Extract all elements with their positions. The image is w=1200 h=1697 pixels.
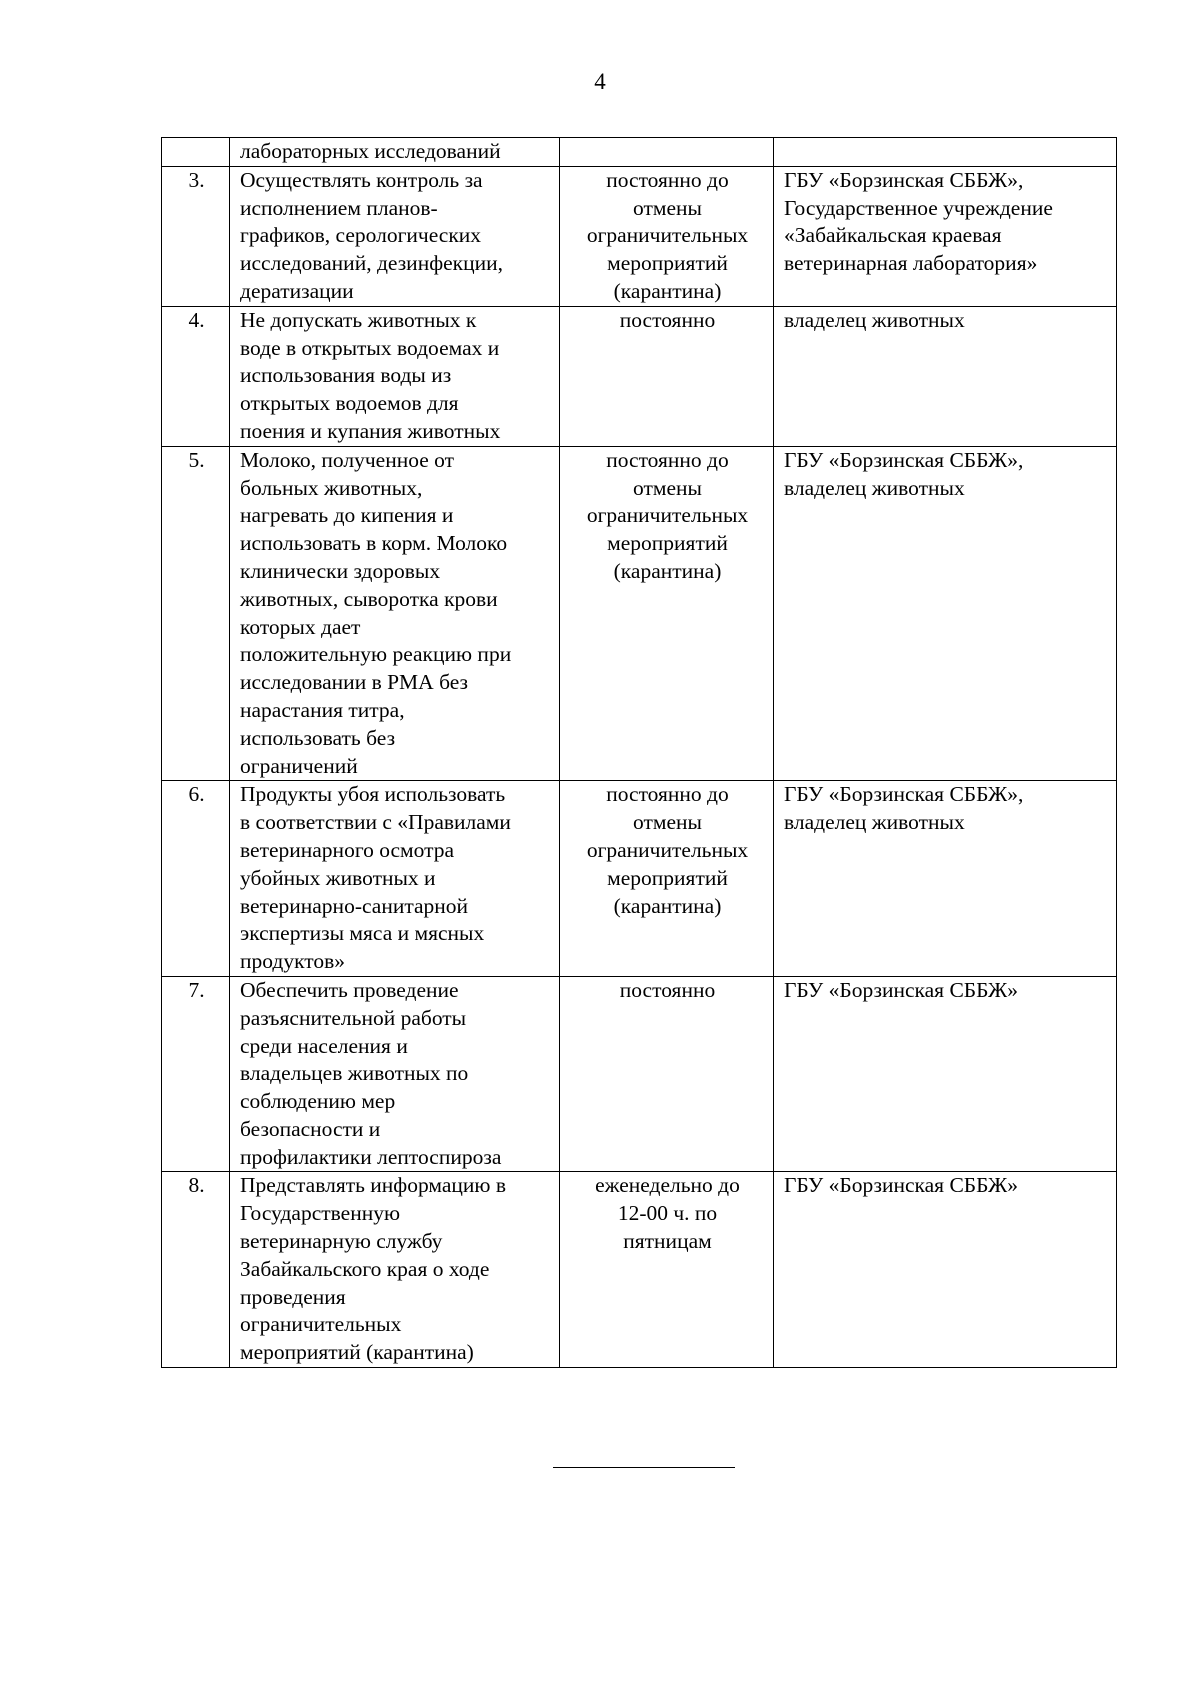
- measure-cell: [230, 976, 560, 1172]
- measure-text: Осуществлять контроль за исполнением планов- графиков, серологических исследований, дезинфекции, дератизации: [240, 167, 504, 303]
- term-cell: [560, 976, 774, 1172]
- measure-text: Представлять информацию в Государственную ветеринарную службу Забайкальского края о ходе проведения ограничительных мероприятий (карантина): [240, 1173, 506, 1365]
- term-text: постоянно до отмены ограничительных мероприятий (карантина): [586, 782, 749, 918]
- measure-cell: [230, 1172, 560, 1368]
- term-text: постоянно: [619, 307, 716, 332]
- table-row: [162, 781, 1117, 977]
- term-cell: [560, 166, 774, 306]
- row-number-cell: 3.: [162, 166, 230, 306]
- row-number-cell: 5.: [162, 446, 230, 781]
- responsible-cell: [774, 781, 1117, 977]
- term-text: постоянно до отмены ограничительных мероприятий (карантина): [586, 167, 749, 303]
- term-cell: [560, 1172, 774, 1368]
- responsible-cell: [774, 138, 1117, 167]
- row-number-cell: 6.: [162, 781, 230, 977]
- table-row: [162, 976, 1117, 1172]
- row-number-cell: [162, 138, 230, 167]
- measure-cell: [230, 306, 560, 446]
- term-text: постоянно: [619, 977, 716, 1002]
- measure-text: Молоко, полученное от больных животных, нагревать до кипения и использовать в корм. Молоко клинически здоровых животных, сыворотка крови которых дает положительную реакцию при исследовании в РМА без нарастания титра, использовать без ограничений: [240, 447, 512, 778]
- responsible-cell: [774, 166, 1117, 306]
- term-cell: [560, 446, 774, 781]
- measure-cell: [230, 446, 560, 781]
- responsible-text: ГБУ «Борзинская СББЖ», владелец животных: [784, 782, 1024, 835]
- responsible-text: ГБУ «Борзинская СББЖ», Государственное учреждение «Забайкальская краевая ветеринарная лаборатория»: [784, 167, 1053, 276]
- table-row: [162, 166, 1117, 306]
- measures-table: [161, 137, 1117, 1368]
- row-number-cell: 8.: [162, 1172, 230, 1368]
- table-row: [162, 306, 1117, 446]
- page-number: 4: [594, 69, 606, 94]
- term-text: еженедельно до 12-00 ч. по пятницам: [595, 1173, 740, 1254]
- term-cell: [560, 138, 774, 167]
- measure-text: Не допускать животных к воде в открытых водоемах и использования воды из открытых водоемов для поения и купания животных: [240, 307, 501, 443]
- measure-cell: [230, 781, 560, 977]
- measure-text: лабораторных исследований: [240, 139, 501, 163]
- table-row: [162, 138, 1117, 167]
- table-row: [162, 1172, 1117, 1368]
- measure-cell: [230, 138, 560, 167]
- term-text: постоянно до отмены ограничительных мероприятий (карантина): [586, 447, 749, 583]
- responsible-cell: [774, 1172, 1117, 1368]
- responsible-text: ГБУ «Борзинская СББЖ», владелец животных: [784, 447, 1024, 500]
- footer-rule: [553, 1467, 735, 1468]
- responsible-cell: [774, 446, 1117, 781]
- term-cell: [560, 781, 774, 977]
- row-number-cell: 7.: [162, 976, 230, 1172]
- responsible-text: владелец животных: [784, 307, 965, 332]
- measure-text: Обеспечить проведение разъяснительной работы среди населения и владельцев животных по соблюдению мер безопасности и профилактики лептоспироза: [240, 977, 502, 1169]
- responsible-text: ГБУ «Борзинская СББЖ»: [784, 977, 1018, 1002]
- measure-text: Продукты убоя использовать в соответствии с «Правилами ветеринарного осмотра убойных животных и ветеринарно-санитарной экспертизы мяса и мясных продуктов»: [240, 782, 511, 974]
- term-cell: [560, 306, 774, 446]
- responsible-cell: [774, 306, 1117, 446]
- row-number-cell: 4.: [162, 306, 230, 446]
- responsible-text: ГБУ «Борзинская СББЖ»: [784, 1173, 1018, 1198]
- table-row: [162, 446, 1117, 781]
- measure-cell: [230, 166, 560, 306]
- responsible-cell: [774, 976, 1117, 1172]
